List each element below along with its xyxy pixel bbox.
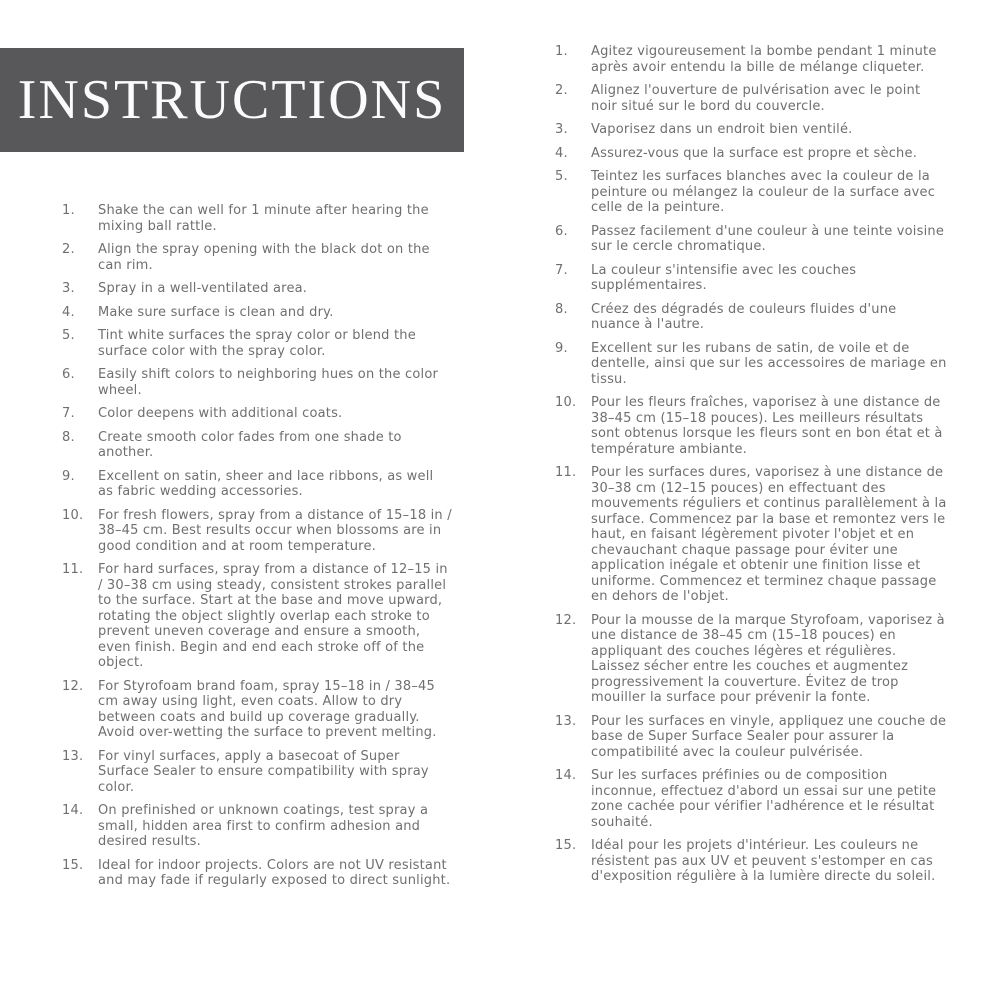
instruction-item <box>62 749 452 796</box>
instruction-item <box>555 768 947 830</box>
item-number: 10. <box>62 507 84 523</box>
item-number: 9. <box>555 340 568 356</box>
instruction-item <box>555 395 947 457</box>
instruction-item <box>555 83 947 114</box>
item-text: Spray in a well-ventilated area. <box>98 281 308 296</box>
item-text: La couleur s'intensifie avec les couches supplémentaires. <box>591 262 857 293</box>
item-number: 4. <box>555 145 568 161</box>
item-number: 5. <box>62 328 75 343</box>
item-text: Pour les fleurs fraîches, vaporisez à une distance de 38–45 cm (15–18 pouces). Les meilleurs résultats sont obtenus lorsque les fleurs sont en bon état et à température ambiante. <box>591 395 943 457</box>
item-number: 14. <box>555 768 577 783</box>
instruction-item <box>555 169 947 216</box>
instruction-item <box>62 469 452 500</box>
item-number: 8. <box>62 429 75 445</box>
item-number: 6. <box>555 223 568 239</box>
item-text: Color deepens with additional coats. <box>98 406 343 421</box>
instruction-item <box>62 328 452 359</box>
item-text: Sur les surfaces préfinies ou de composition inconnue, effectuez d'abord un essai sur une petite zone cachée pour vérifier l'adhérence et le résultat souhaité. <box>591 768 937 830</box>
instruction-item <box>62 679 452 741</box>
item-text: Teintez les surfaces blanches avec la couleur de la peinture ou mélangez la couleur de la surface avec celle de la peinture. <box>591 169 936 215</box>
item-text: Agitez vigoureusement la bombe pendant 1 minute après avoir entendu la bille de mélange cliqueter. <box>591 44 937 75</box>
item-text: For hard surfaces, spray from a distance of 12–15 in / 30–38 cm using steady, consistent strokes parallel to the surface. Start at the base and move upward, rotating the object slightly overlap each stroke to prevent uneven coverage and ensure a smooth, even finish. Begin and end each stroke off of the object. <box>98 562 448 670</box>
item-text: For fresh flowers, spray from a distance of 15–18 in / 38–45 cm. Best results occur when blossoms are in good condition and at room temperature. <box>98 507 452 554</box>
item-text: Créez des dégradés de couleurs fluides d'une nuance à l'autre. <box>591 301 897 332</box>
item-text: Pour les surfaces dures, vaporisez à une distance de 30–38 cm (12–15 pouces) en effectuant des mouvements réguliers et continus parallèlement à la surface. Commencez par la base et remontez vers le haut, en faisant légèrement pivoter l'objet et en chevauchant chaque passage pour éviter une application inégale et obtenir une finition lisse et uniforme. Commencez et terminez chaque passage en dehors de l'objet. <box>591 465 947 604</box>
item-number: 14. <box>62 803 84 818</box>
item-text: Tint white surfaces the spray color or blend the surface color with the spray color. <box>98 328 416 359</box>
item-number: 7. <box>62 406 75 421</box>
item-number: 2. <box>62 242 75 257</box>
item-text: Pour les surfaces en vinyle, appliquez une couche de base de Super Surface Sealer pour assurer la compatibilité avec la couleur pulvérisée. <box>591 713 947 760</box>
item-number: 4. <box>62 304 75 320</box>
item-number: 13. <box>62 748 84 764</box>
instruction-item <box>555 263 947 294</box>
item-text: Ideal for indoor projects. Colors are not UV resistant and may fade if regularly exposed to direct sunlight. <box>98 857 451 888</box>
item-text: Idéal pour les projets d'intérieur. Les couleurs ne résistent pas aux UV et peuvent s'estomper en cas d'exposition régulière à la lumière directe du soleil. <box>591 838 936 884</box>
instructions-list-french <box>555 44 947 885</box>
instruction-item <box>555 838 947 885</box>
instruction-item <box>62 562 452 671</box>
page-title: INSTRUCTIONS <box>17 69 447 131</box>
item-number: 7. <box>555 262 568 278</box>
item-text: Excellent sur les rubans de satin, de voile et de dentelle, ainsi que sur les accessoires de mariage en tissu. <box>591 340 947 387</box>
instruction-item <box>555 465 947 605</box>
instructions-list-english <box>62 203 452 889</box>
item-text: For Styrofoam brand foam, spray 15–18 in / 38–45 cm away using light, even coats. Allow to dry between coats and build up coverage gradually. Avoid over-wetting the surface to prevent melting. <box>98 678 437 740</box>
instruction-item <box>62 430 452 461</box>
item-text: Assurez-vous que la surface est propre et sèche. <box>591 145 918 161</box>
instruction-item <box>62 858 452 889</box>
item-text: For vinyl surfaces, apply a basecoat of Super Surface Sealer to ensure compatibility with spray color. <box>98 748 429 795</box>
item-text: Easily shift colors to neighboring hues on the color wheel. <box>98 367 439 398</box>
item-number: 3. <box>555 122 568 137</box>
item-number: 15. <box>62 857 84 873</box>
item-number: 2. <box>555 83 568 98</box>
item-number: 6. <box>62 367 75 382</box>
instruction-item <box>62 508 452 555</box>
item-number: 1. <box>62 203 75 218</box>
instruction-item <box>62 305 452 321</box>
item-text: Align the spray opening with the black dot on the can rim. <box>98 242 430 273</box>
instruction-item <box>555 146 947 162</box>
instruction-item <box>555 613 947 706</box>
instruction-item <box>62 406 452 422</box>
item-number: 8. <box>555 301 568 317</box>
instruction-item <box>555 122 947 138</box>
item-number: 11. <box>62 562 84 577</box>
instruction-item <box>62 367 452 398</box>
title-banner <box>0 48 464 152</box>
item-number: 11. <box>555 465 577 480</box>
item-text: Shake the can well for 1 minute after hearing the mixing ball rattle. <box>98 203 429 234</box>
instruction-item <box>555 302 947 333</box>
item-number: 13. <box>555 713 577 729</box>
instruction-item <box>62 203 452 234</box>
item-number: 10. <box>555 395 577 410</box>
instruction-item <box>62 242 452 273</box>
item-number: 12. <box>555 612 577 628</box>
instruction-item <box>555 714 947 761</box>
item-text: Excellent on satin, sheer and lace ribbons, as well as fabric wedding accessories. <box>98 468 434 499</box>
item-text: On prefinished or unknown coatings, test spray a small, hidden area first to confirm adhesion and desired results. <box>98 803 429 849</box>
item-number: 1. <box>555 44 568 59</box>
instruction-item <box>555 341 947 388</box>
instruction-item <box>62 281 452 297</box>
item-number: 9. <box>62 468 75 484</box>
item-number: 5. <box>555 169 568 184</box>
item-number: 15. <box>555 838 577 853</box>
instruction-item <box>62 803 452 850</box>
item-text: Vaporisez dans un endroit bien ventilé. <box>591 122 853 137</box>
item-number: 3. <box>62 281 75 296</box>
item-text: Pour la mousse de la marque Styrofoam, vaporisez à une distance de 38–45 cm (15–18 pouces) en appliquant des couches légères et régulières. Laissez sécher entre les couches et augmentez progressivement la couverture. Évitez de trop mouiller la surface pour prévenir la fonte. <box>591 612 945 705</box>
instruction-item <box>555 44 947 75</box>
instruction-item <box>555 224 947 255</box>
item-text: Make sure surface is clean and dry. <box>98 304 334 320</box>
item-text: Passez facilement d'une couleur à une teinte voisine sur le cercle chromatique. <box>591 223 945 254</box>
item-text: Create smooth color fades from one shade to another. <box>98 429 402 460</box>
item-text: Alignez l'ouverture de pulvérisation avec le point noir situé sur le bord du couvercle. <box>591 83 921 114</box>
item-number: 12. <box>62 678 84 694</box>
